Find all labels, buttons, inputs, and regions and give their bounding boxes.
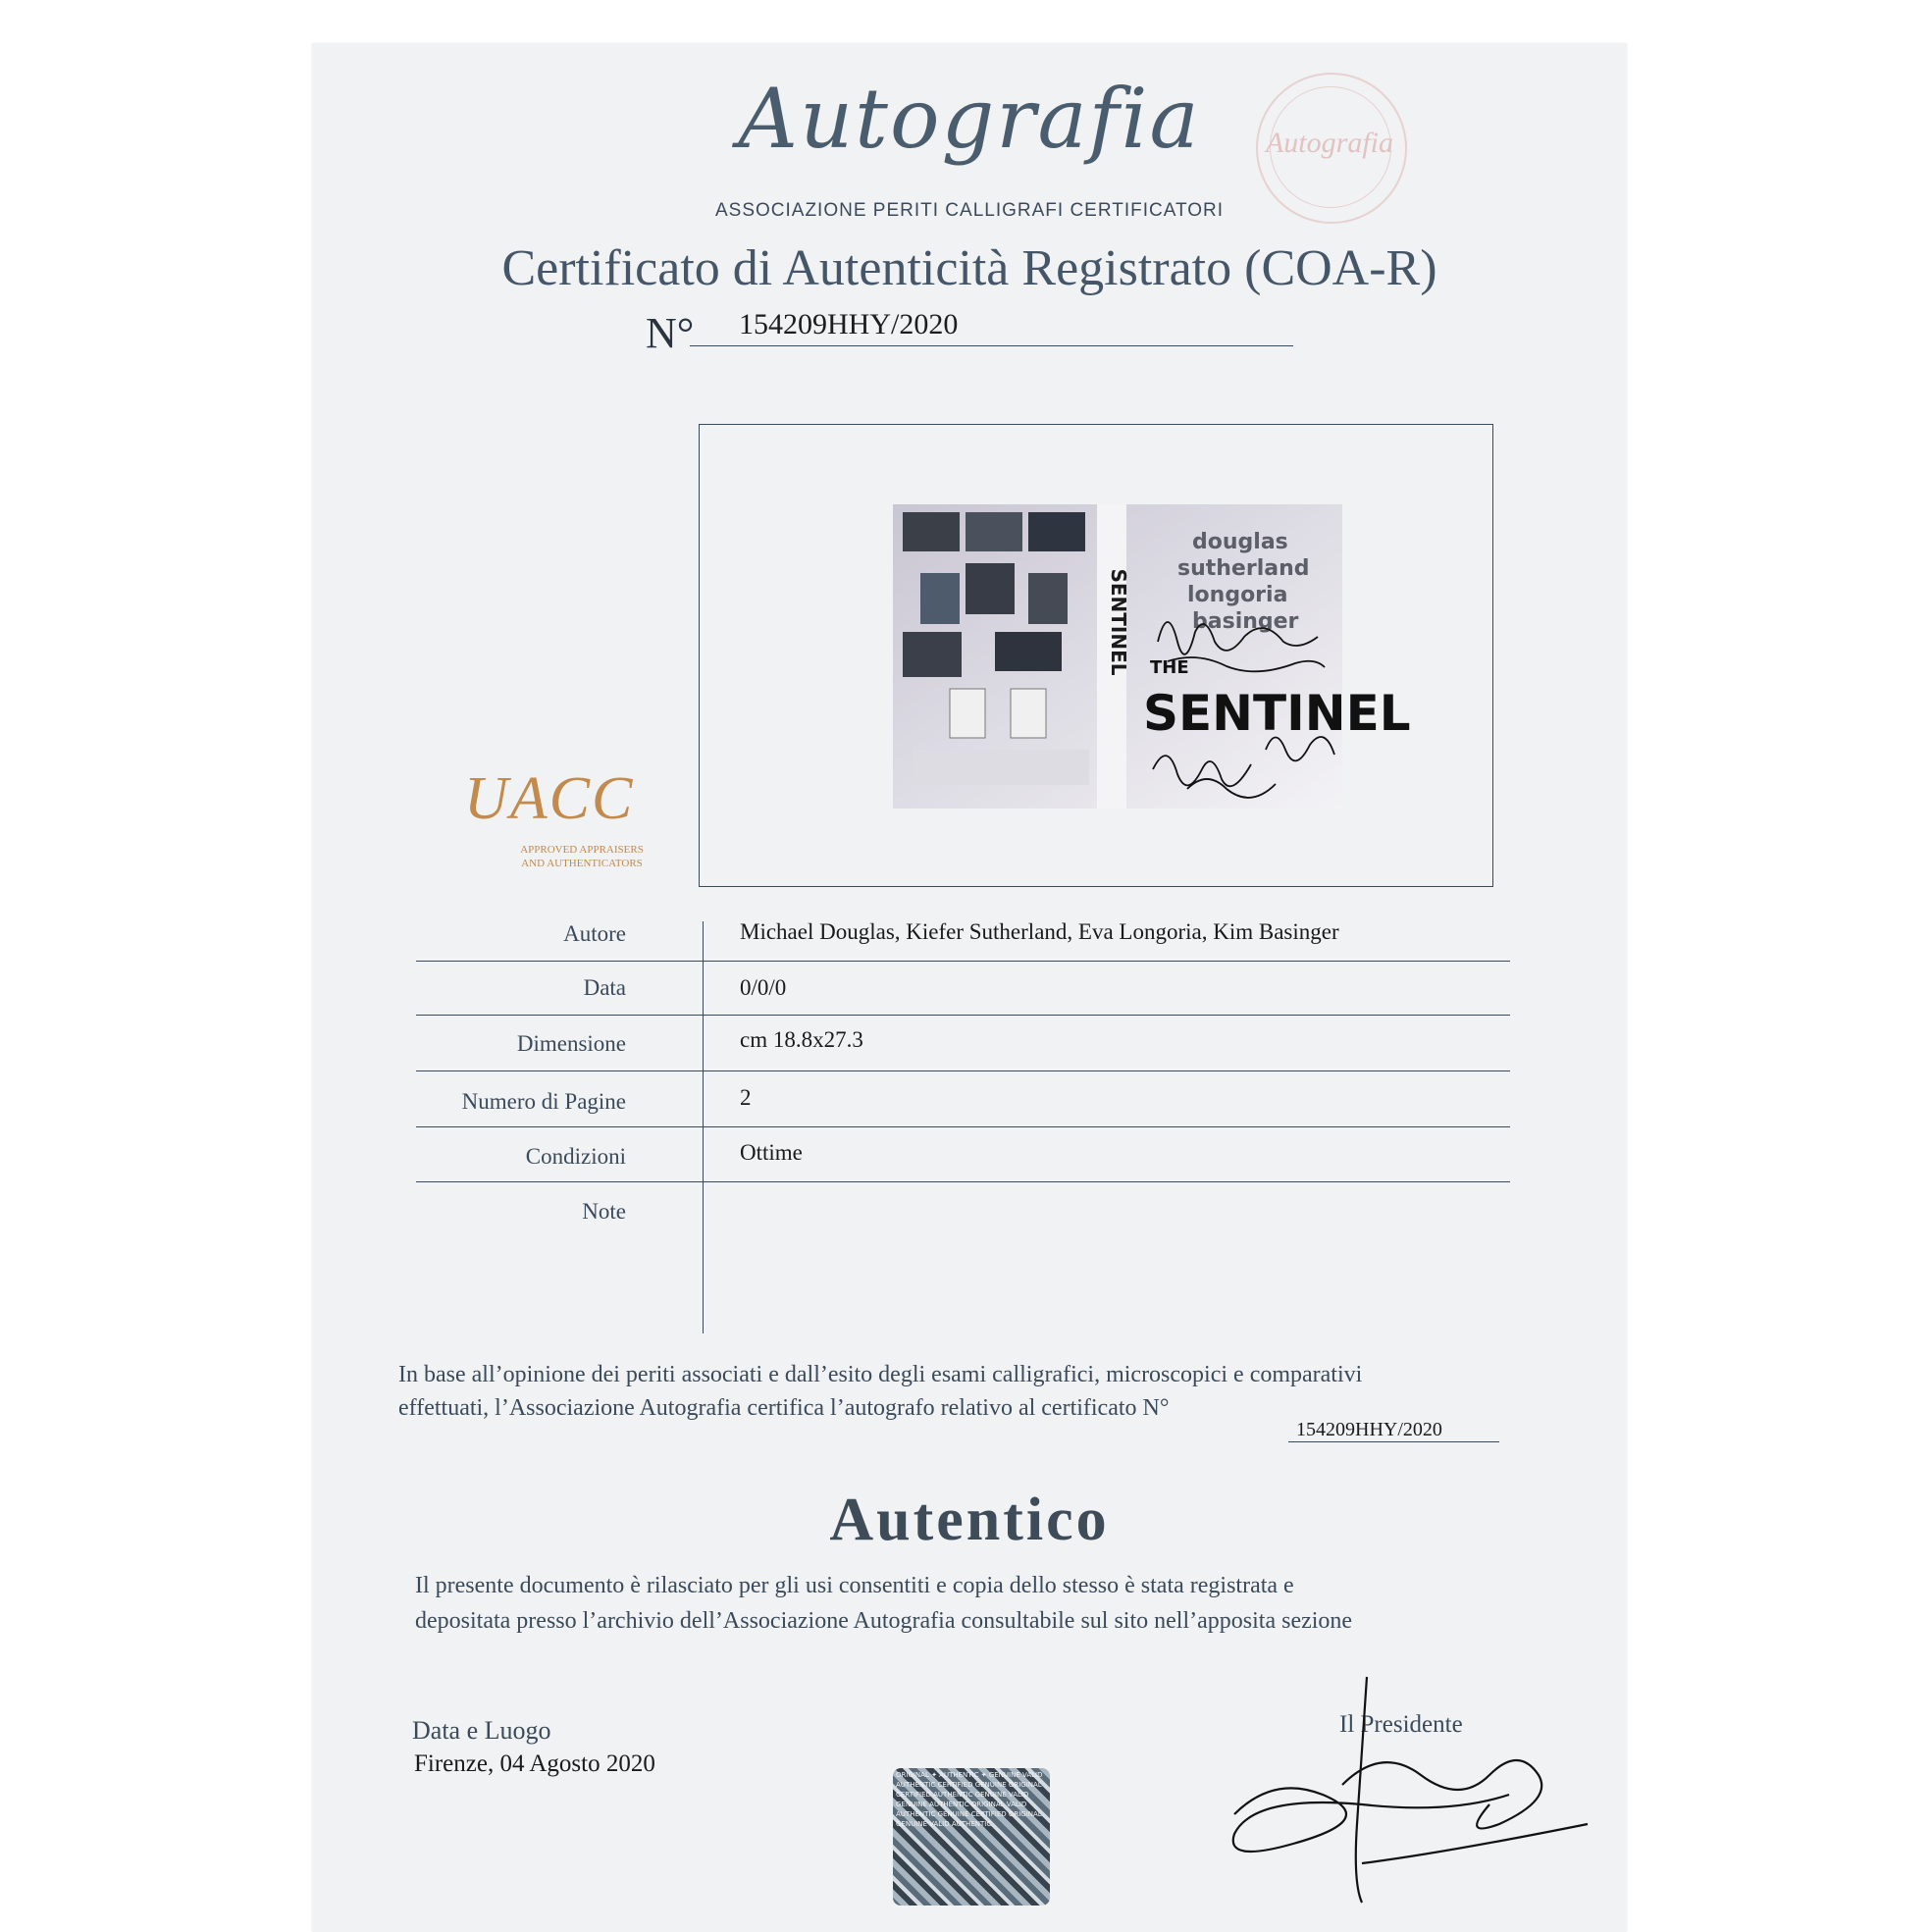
row-divider [416, 1181, 1510, 1182]
row-divider [416, 1015, 1510, 1016]
label-dimensione: Dimensione [516, 1031, 626, 1056]
label-data: Data [583, 975, 626, 1000]
value-data: 0/0/0 [740, 975, 787, 1000]
details-divider [703, 921, 704, 1333]
autografia-logo: Autografia [738, 71, 1201, 167]
cover-name-3: longoria [1187, 583, 1288, 607]
uacc-logo: UACC [464, 765, 635, 832]
association-stamp-text: Autografia [1265, 127, 1393, 159]
uacc-tagline [503, 843, 660, 870]
label-autore: Autore [563, 921, 626, 946]
value-autore: Michael Douglas, Kiefer Sutherland, Eva Longoria, Kim Basinger [740, 919, 1339, 944]
value-numero-pagine: 2 [740, 1085, 752, 1110]
disclaimer-line-1: Il presente documento è rilasciato per gli usi consentiti e copia dello stesso è stata registrata e [415, 1573, 1294, 1598]
label-numero-pagine: Numero di Pagine [461, 1089, 626, 1114]
row-divider [416, 961, 1510, 962]
statement-certificate-number: 154209HHY/2020 [1296, 1419, 1442, 1440]
disclaimer-line-2: depositata presso l’archivio dell’Associazione Autografia consultabile sul sito nell’apposita sezione [415, 1608, 1353, 1634]
press-kit-image [893, 504, 1411, 809]
verdict-autentico: Autentico [829, 1487, 1110, 1553]
number-label: N° [646, 309, 695, 357]
association-name: ASSOCIAZIONE PERITI CALLIGRAFI CERTIFICATORI [714, 200, 1225, 221]
president-label: Il Presidente [1339, 1711, 1463, 1738]
row-divider [416, 1126, 1510, 1127]
cover-name-2: sutherland [1177, 556, 1310, 581]
number-underline [690, 345, 1293, 346]
svg-text:SENTINEL: SENTINEL [1107, 568, 1130, 676]
uacc-tagline-line2: AND AUTHENTICATORS [521, 858, 643, 869]
statement-line-2: effettuati, l’Associazione Autografia certifica l’autografo relativo al certificato N° [398, 1395, 1170, 1421]
certificate-number: 154209HHY/2020 [739, 308, 959, 340]
statement-line-1: In base all’opinione dei periti associati e dall’esito degli esami calligrafici, microscopici e comparativi [398, 1362, 1363, 1387]
value-condizioni: Ottime [740, 1140, 803, 1165]
uacc-tagline-line1: APPROVED APPRAISERS [520, 844, 644, 856]
statement-number-underline [1288, 1441, 1499, 1442]
svg-text:THE: THE [1150, 657, 1189, 678]
date-place-value: Firenze, 04 Agosto 2020 [414, 1750, 655, 1777]
value-dimensione: cm 18.8x27.3 [740, 1027, 863, 1052]
date-place-label: Data e Luogo [412, 1716, 551, 1745]
cover-name-4: basinger [1192, 609, 1299, 634]
certificate-page [312, 43, 1627, 1932]
hologram-text: ORIGINAL ✦ AUTHENTIC ✦ GENUINE VALID AUTHENTIC CERTIFIED GENUINE ORIGINAL CERTIFIED AUTHENTIC GENUINE VALID GENUINE AUTHENTIC ORIGINAL VALID AUTHENTIC GENUINE CERTIFIED ORIGINAL GENUINE VALID AUTHENTIC [896, 1771, 1043, 1828]
row-divider [416, 1070, 1510, 1071]
cover-name-1: douglas [1192, 530, 1288, 554]
cover-film-title: SENTINEL [1143, 685, 1411, 742]
label-note: Note [582, 1199, 626, 1224]
signed-item-photo [893, 504, 1411, 809]
label-condizioni: Condizioni [525, 1144, 626, 1169]
president-signature [1215, 1667, 1607, 1912]
certificate-title: Certificato di Autenticità Registrato (COA-R) [501, 240, 1437, 296]
